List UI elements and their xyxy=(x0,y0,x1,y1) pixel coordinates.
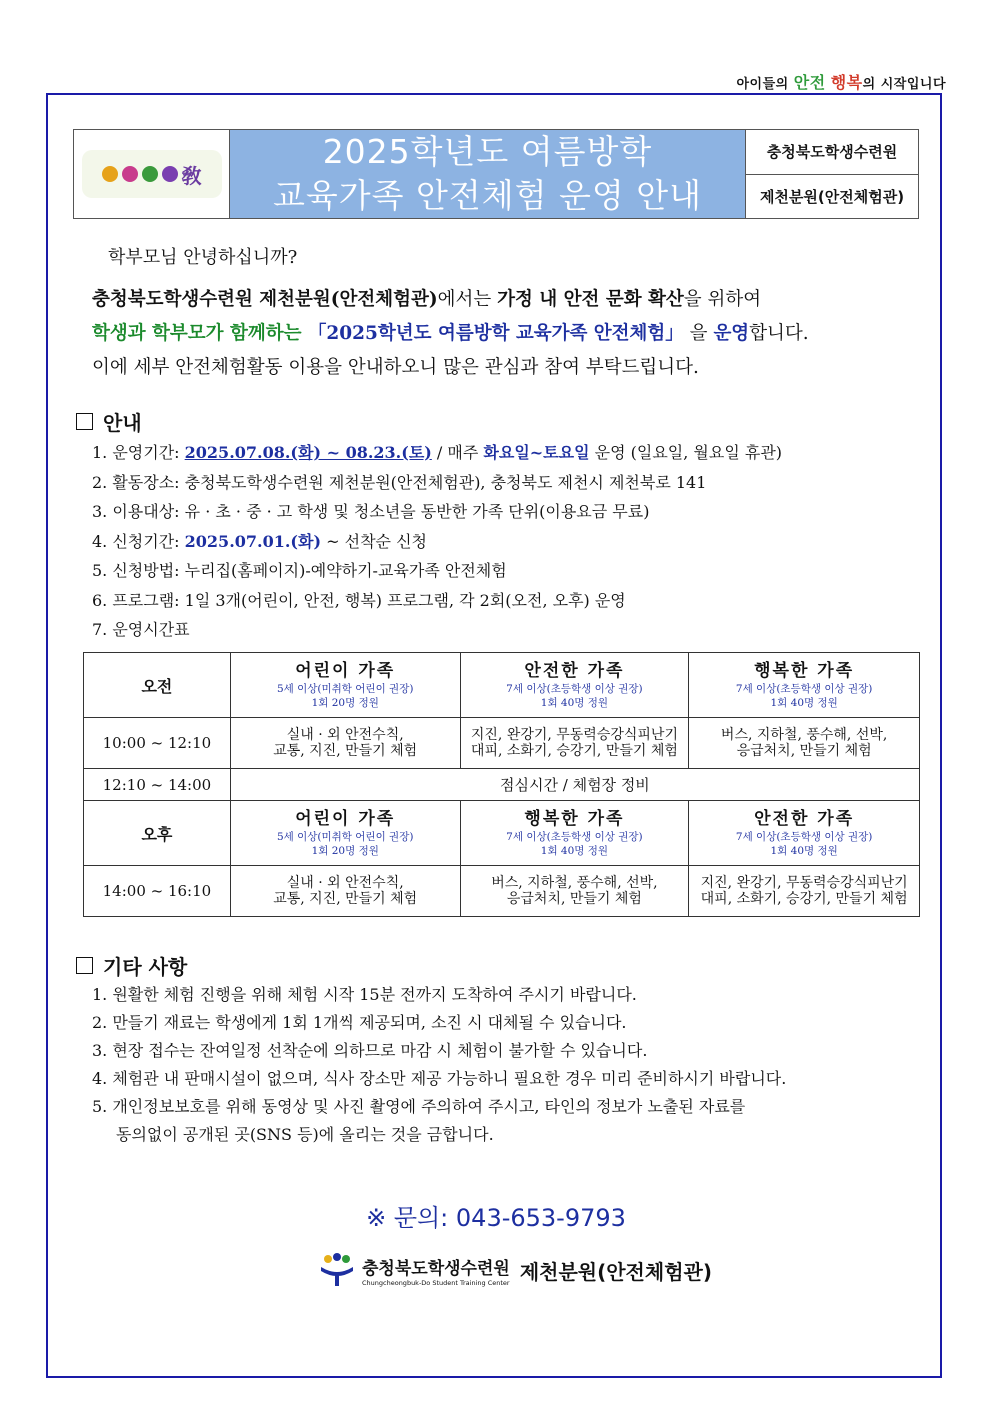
title-cell xyxy=(230,130,745,218)
table-row: 10:00 ~ 12:10 실내 · 외 안전수칙, 교통, 지진, 만들기 체험 지진, 완강기, 무동력승강식피난기 대피, 소화기, 승강기, 만들기 체험 버스, 지하철, 풍수해, 선박, 응급처치, 만들기 체험 xyxy=(84,718,920,769)
intro-paragraph: 충청북도학생수련원 제천분원(안전체험관)에서는 가정 내 안전 문화 확산을 위하여 학생과 학부모가 함께하는 「2025학년도 여름방학 교육가족 안전체험」 을 운영합니다. 이에 세부 안전체험활동 이용을 안내하오니 많은 관심과 참여 부탁드립니다. xyxy=(92,289,809,378)
list-item: 4. 체험관 내 판매시설이 없으며, 식사 장소만 제공 가능하니 필요한 경우 미리 준비하시기 바랍니다. xyxy=(92,1069,787,1088)
table-row: 14:00 ~ 16:10 실내 · 외 안전수칙, 교통, 지진, 만들기 체험 버스, 지하철, 풍수해, 선박, 응급처치, 만들기 체험 지진, 완강기, 무동력승강식피난기 대피, 소화기, 승강기, 만들기 체험 xyxy=(84,866,920,917)
session-am: 오전 xyxy=(84,653,231,718)
page-title-line2: 교육가족 안전체험 운영 안내 xyxy=(272,176,702,215)
notes-list xyxy=(92,981,786,1149)
logo-dot-icon xyxy=(102,166,118,182)
slogan: 아이들의 안전 행복의 시작입니다 xyxy=(736,73,946,92)
list-item: 3. 현장 접수는 잔여일정 선착순에 의하므로 마감 시 체험이 불가할 수 있습니다. xyxy=(92,1041,648,1060)
checkbox-square-icon xyxy=(76,957,93,974)
list-item: 4. 신청기간: 2025.07.01.(화) ~ 선착순 신청 xyxy=(92,531,427,551)
list-item: 동의없이 공개된 곳(SNS 등)에 올리는 것을 금합니다. xyxy=(116,1125,494,1144)
contact-phone: ※ 문의: 043-653-9793 xyxy=(366,1204,626,1232)
header-table xyxy=(73,129,919,219)
logo-text: 敎 xyxy=(181,163,202,188)
table-row: 오후 어린이 가족 5세 이상(미취학 어린이 권장) 1회 20명 정원 행복한 가족 7세 이상(초등학생 이상 권장) 1회 40명 정원 안전한 가족 7세 이상(초등학생 이상 권장) 1회 40명 정원 xyxy=(84,801,920,866)
slogan-safe: 안전 xyxy=(793,73,826,92)
list-item: 1. 운영기간: 2025.07.08.(화) ~ 08.23.(토) / 매주 화요일~토요일 운영 (일요일, 월요일 휴관) xyxy=(92,443,783,462)
list-item: 3. 이용대상: 유 · 초 · 중 · 고 학생 및 청소년을 동반한 가족 단위(이용요금 무료) xyxy=(92,502,650,521)
section-heading-info: 안내 xyxy=(76,407,142,436)
logo-dot-icon xyxy=(142,166,158,182)
logo-dot-icon xyxy=(122,166,138,182)
slogan-happy: 행복 xyxy=(830,73,863,92)
footer-org-name-en: Chungcheongbuk-Do Student Training Center xyxy=(362,1278,510,1287)
list-item: 5. 신청방법: 누리집(홈페이지)-예약하기-교육가족 안전체험 xyxy=(92,561,507,580)
education-logo xyxy=(82,150,222,198)
footer-logo xyxy=(318,1253,712,1287)
list-item: 6. 프로그램: 1일 3개(어린이, 안전, 행복) 프로그램, 각 2회(오전, 오후) 운영 xyxy=(92,590,626,610)
section-heading-notes: 기타 사항 xyxy=(76,951,187,980)
table-row: 12:10 ~ 14:00 점심시간 / 체험장 정비 xyxy=(84,769,920,801)
schedule-table xyxy=(83,652,920,917)
logo-dot-icon xyxy=(162,166,178,182)
training-center-emblem-icon xyxy=(318,1253,356,1287)
footer-branch: 제천분원(안전체험관) xyxy=(519,1259,712,1284)
footer-org-name: 충청북도학생수련원 xyxy=(362,1258,510,1279)
page-title-line1: 2025학년도 여름방학 xyxy=(322,132,653,171)
list-item: 1. 원활한 체험 진행을 위해 체험 시작 15분 전까지 도착하여 주시기 바랍니다. xyxy=(92,985,637,1004)
org-branch: 제천분원(안전체험관) xyxy=(759,187,905,206)
list-item: 5. 개인정보보호를 위해 동영상 및 사진 촬영에 주의하여 주시고, 타인의 정보가 노출된 자료를 xyxy=(92,1097,746,1116)
info-list xyxy=(92,438,782,645)
slogan-text: 아이들의 xyxy=(736,77,794,92)
checkbox-square-icon xyxy=(76,413,93,430)
list-item: 2. 활동장소: 충청북도학생수련원 제천분원(안전체험관), 충청북도 제천시 제천북로 141 xyxy=(92,472,707,492)
session-pm: 오후 xyxy=(84,801,231,866)
greeting: 학부모님 안녕하십니까? xyxy=(108,247,298,268)
logo-cell xyxy=(74,130,230,218)
org-name: 충청북도학생수련원 xyxy=(746,130,918,175)
list-item: 2. 만들기 재료는 학생에게 1회 1개씩 제공되며, 소진 시 대체될 수 있습니다. xyxy=(92,1013,627,1032)
table-row: 오전 어린이 가족 5세 이상(미취학 어린이 권장) 1회 20명 정원 안전한 가족 7세 이상(초등학생 이상 권장) 1회 40명 정원 행복한 가족 7세 이상(초등학생 이상 권장) 1회 40명 정원 xyxy=(84,653,920,718)
list-item: 7. 운영시간표 xyxy=(92,620,190,639)
org-cell xyxy=(745,130,918,218)
